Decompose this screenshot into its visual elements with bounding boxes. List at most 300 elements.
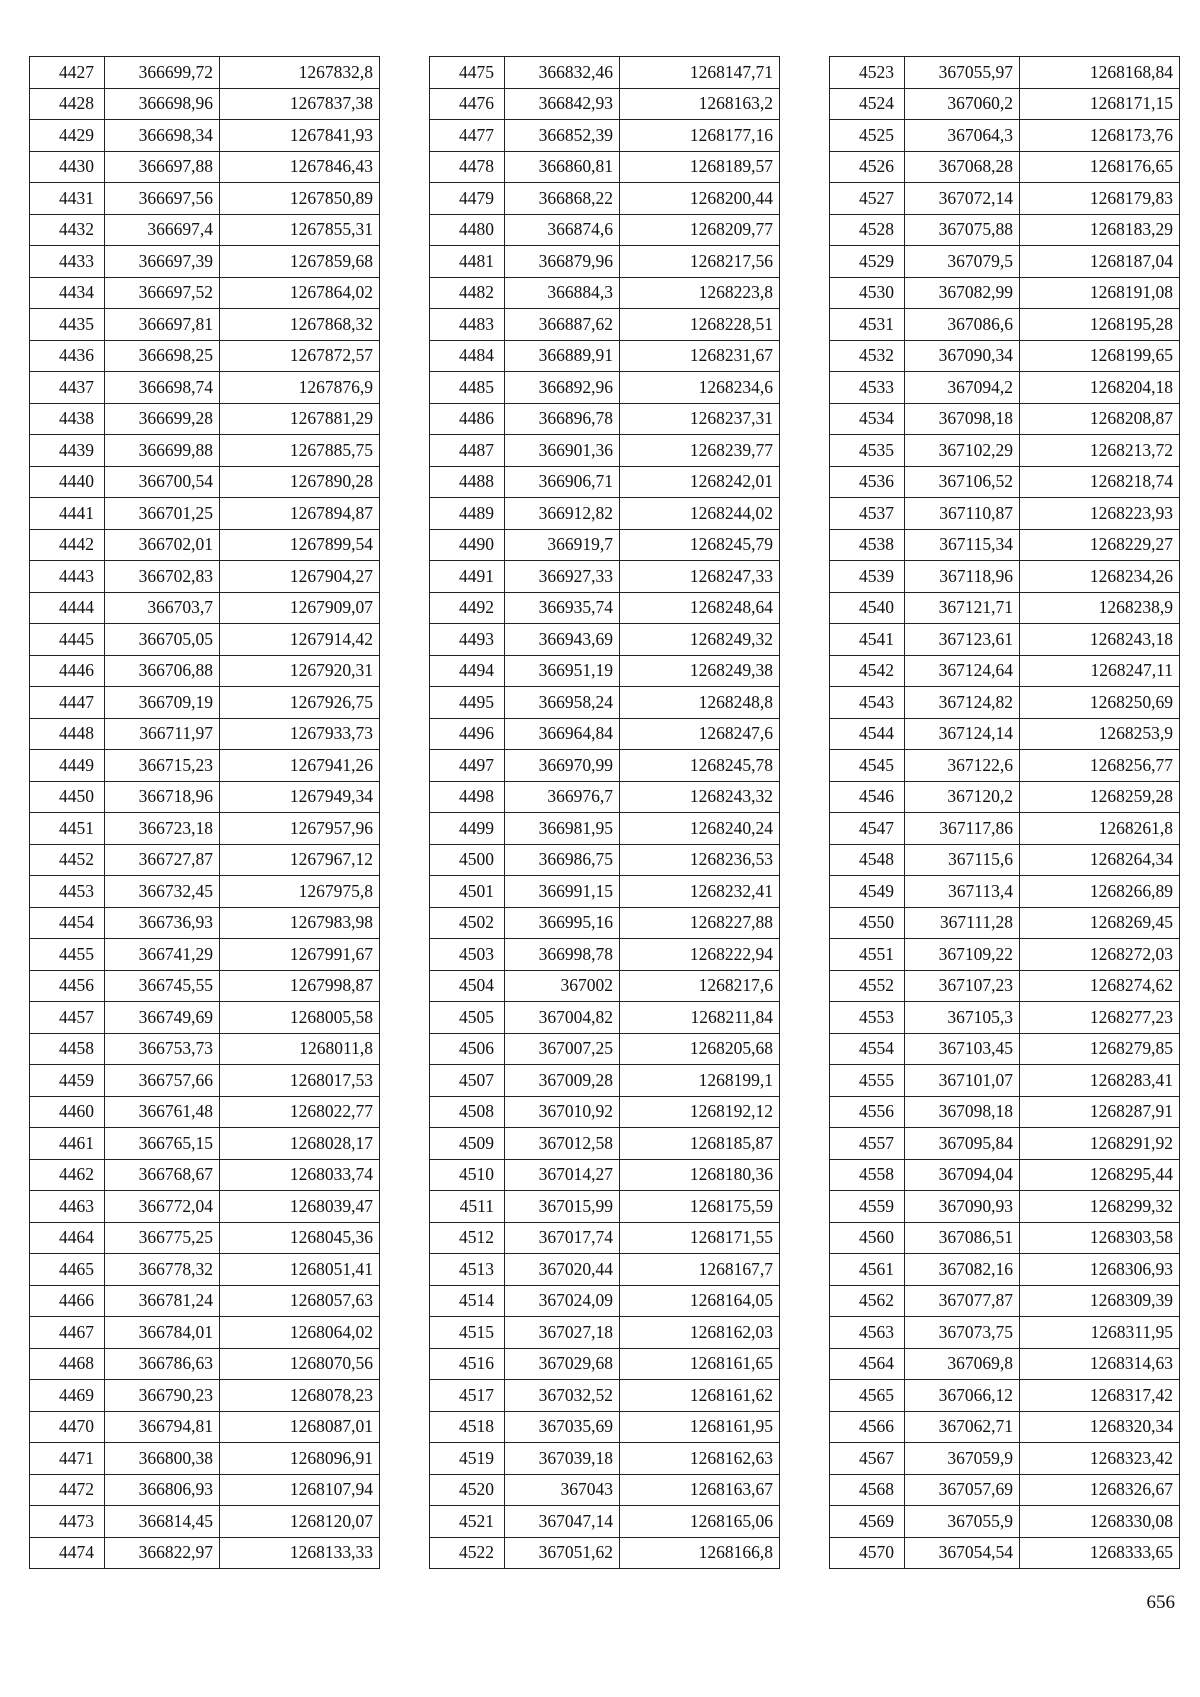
x-coordinate-cell: 367098,18	[905, 1096, 1020, 1128]
point-number-cell: 4530	[830, 277, 905, 309]
table-row	[430, 813, 780, 845]
point-number-cell: 4532	[830, 340, 905, 372]
y-coordinate-cell: 1268179,83	[1020, 183, 1180, 215]
x-coordinate-cell: 367027,18	[505, 1317, 620, 1349]
x-coordinate-cell: 366786,63	[105, 1348, 220, 1380]
y-coordinate-cell: 1268039,47	[220, 1191, 380, 1223]
x-coordinate-cell: 367064,3	[905, 120, 1020, 152]
table-row	[830, 403, 1180, 435]
y-coordinate-cell: 1268245,78	[620, 750, 780, 782]
y-coordinate-cell: 1268243,18	[1020, 624, 1180, 656]
x-coordinate-cell: 366697,81	[105, 309, 220, 341]
point-number-cell: 4494	[430, 655, 505, 687]
x-coordinate-cell: 366879,96	[505, 246, 620, 278]
table-row	[30, 1443, 380, 1475]
point-number-cell: 4469	[30, 1380, 105, 1412]
y-coordinate-cell: 1268166,8	[620, 1537, 780, 1569]
point-number-cell: 4567	[830, 1443, 905, 1475]
point-number-cell: 4550	[830, 907, 905, 939]
table-row	[830, 1317, 1180, 1349]
y-coordinate-cell: 1268176,65	[1020, 151, 1180, 183]
x-coordinate-cell: 367106,52	[905, 466, 1020, 498]
point-number-cell: 4557	[830, 1128, 905, 1160]
point-number-cell: 4546	[830, 781, 905, 813]
table-row	[830, 498, 1180, 530]
x-coordinate-cell: 366757,66	[105, 1065, 220, 1097]
table-row	[830, 1506, 1180, 1538]
y-coordinate-cell: 1267872,57	[220, 340, 380, 372]
x-coordinate-cell: 367012,58	[505, 1128, 620, 1160]
x-coordinate-cell: 366790,23	[105, 1380, 220, 1412]
point-number-cell: 4451	[30, 813, 105, 845]
table-row	[830, 907, 1180, 939]
x-coordinate-cell: 366889,91	[505, 340, 620, 372]
y-coordinate-cell: 1267949,34	[220, 781, 380, 813]
x-coordinate-cell: 366699,88	[105, 435, 220, 467]
table-row	[830, 435, 1180, 467]
x-coordinate-cell: 367117,86	[905, 813, 1020, 845]
y-coordinate-cell: 1268256,77	[1020, 750, 1180, 782]
y-coordinate-cell: 1268189,57	[620, 151, 780, 183]
x-coordinate-cell: 367047,14	[505, 1506, 620, 1538]
point-number-cell: 4449	[30, 750, 105, 782]
x-coordinate-cell: 366935,74	[505, 592, 620, 624]
table-row	[830, 750, 1180, 782]
y-coordinate-cell: 1267841,93	[220, 120, 380, 152]
point-number-cell: 4531	[830, 309, 905, 341]
point-number-cell: 4437	[30, 372, 105, 404]
point-number-cell: 4556	[830, 1096, 905, 1128]
x-coordinate-cell: 367109,22	[905, 939, 1020, 971]
point-number-cell: 4460	[30, 1096, 105, 1128]
y-coordinate-cell: 1267864,02	[220, 277, 380, 309]
table-row	[30, 214, 380, 246]
point-number-cell: 4537	[830, 498, 905, 530]
table-row	[430, 687, 780, 719]
point-number-cell: 4445	[30, 624, 105, 656]
y-coordinate-cell: 1268209,77	[620, 214, 780, 246]
table-row	[30, 57, 380, 89]
x-coordinate-cell: 367107,23	[905, 970, 1020, 1002]
table-row	[430, 466, 780, 498]
x-coordinate-cell: 367082,16	[905, 1254, 1020, 1286]
point-number-cell: 4490	[430, 529, 505, 561]
table-row	[430, 214, 780, 246]
y-coordinate-cell: 1268317,42	[1020, 1380, 1180, 1412]
y-coordinate-cell: 1268306,93	[1020, 1254, 1180, 1286]
y-coordinate-cell: 1268199,1	[620, 1065, 780, 1097]
y-coordinate-cell: 1268171,55	[620, 1222, 780, 1254]
y-coordinate-cell: 1268011,8	[220, 1033, 380, 1065]
table-row	[30, 1065, 380, 1097]
x-coordinate-cell: 366892,96	[505, 372, 620, 404]
point-number-cell: 4517	[430, 1380, 505, 1412]
x-coordinate-cell: 366970,99	[505, 750, 620, 782]
y-coordinate-cell: 1267957,96	[220, 813, 380, 845]
y-coordinate-cell: 1268211,84	[620, 1002, 780, 1034]
table-row	[430, 372, 780, 404]
y-coordinate-cell: 1268231,67	[620, 340, 780, 372]
y-coordinate-cell: 1268064,02	[220, 1317, 380, 1349]
x-coordinate-cell: 366697,52	[105, 277, 220, 309]
point-number-cell: 4436	[30, 340, 105, 372]
point-number-cell: 4488	[430, 466, 505, 498]
y-coordinate-cell: 1268177,16	[620, 120, 780, 152]
table-row	[830, 718, 1180, 750]
table-row	[30, 876, 380, 908]
point-number-cell: 4477	[430, 120, 505, 152]
table-row	[830, 687, 1180, 719]
table-row	[430, 1159, 780, 1191]
point-number-cell: 4493	[430, 624, 505, 656]
table-row	[30, 939, 380, 971]
x-coordinate-cell: 366715,23	[105, 750, 220, 782]
table-row	[430, 151, 780, 183]
point-number-cell: 4484	[430, 340, 505, 372]
y-coordinate-cell: 1268272,03	[1020, 939, 1180, 971]
y-coordinate-cell: 1268057,63	[220, 1285, 380, 1317]
table-row	[830, 309, 1180, 341]
point-number-cell: 4442	[30, 529, 105, 561]
y-coordinate-cell: 1268022,77	[220, 1096, 380, 1128]
point-number-cell: 4523	[830, 57, 905, 89]
x-coordinate-cell: 366697,39	[105, 246, 220, 278]
x-coordinate-cell: 366727,87	[105, 844, 220, 876]
x-coordinate-cell: 366736,93	[105, 907, 220, 939]
x-coordinate-cell: 367122,6	[905, 750, 1020, 782]
x-coordinate-cell: 366998,78	[505, 939, 620, 971]
x-coordinate-cell: 367002	[505, 970, 620, 1002]
point-number-cell: 4475	[430, 57, 505, 89]
x-coordinate-cell: 367035,69	[505, 1411, 620, 1443]
x-coordinate-cell: 367057,69	[905, 1474, 1020, 1506]
table-row	[830, 1002, 1180, 1034]
point-number-cell: 4566	[830, 1411, 905, 1443]
y-coordinate-cell: 1267876,9	[220, 372, 380, 404]
table-row	[30, 151, 380, 183]
x-coordinate-cell: 366701,25	[105, 498, 220, 530]
y-coordinate-cell: 1268323,42	[1020, 1443, 1180, 1475]
y-coordinate-cell: 1268299,32	[1020, 1191, 1180, 1223]
y-coordinate-cell: 1268133,33	[220, 1537, 380, 1569]
point-number-cell: 4535	[830, 435, 905, 467]
y-coordinate-cell: 1267855,31	[220, 214, 380, 246]
table-row	[30, 1537, 380, 1569]
table-row	[30, 1380, 380, 1412]
table-row	[830, 561, 1180, 593]
point-number-cell: 4519	[430, 1443, 505, 1475]
point-number-cell: 4553	[830, 1002, 905, 1034]
x-coordinate-cell: 366697,56	[105, 183, 220, 215]
x-coordinate-cell: 366781,24	[105, 1285, 220, 1317]
y-coordinate-cell: 1268205,68	[620, 1033, 780, 1065]
point-number-cell: 4487	[430, 435, 505, 467]
y-coordinate-cell: 1267991,67	[220, 939, 380, 971]
point-number-cell: 4481	[430, 246, 505, 278]
table-row	[30, 277, 380, 309]
point-number-cell: 4534	[830, 403, 905, 435]
point-number-cell: 4506	[430, 1033, 505, 1065]
point-number-cell: 4515	[430, 1317, 505, 1349]
table-row	[830, 970, 1180, 1002]
point-number-cell: 4569	[830, 1506, 905, 1538]
table-row	[30, 1033, 380, 1065]
y-coordinate-cell: 1268330,08	[1020, 1506, 1180, 1538]
table-row	[30, 718, 380, 750]
point-number-cell: 4501	[430, 876, 505, 908]
x-coordinate-cell: 366753,73	[105, 1033, 220, 1065]
point-number-cell: 4505	[430, 1002, 505, 1034]
table-row	[830, 655, 1180, 687]
point-number-cell: 4541	[830, 624, 905, 656]
x-coordinate-cell: 367086,6	[905, 309, 1020, 341]
table-row	[830, 183, 1180, 215]
y-coordinate-cell: 1268229,27	[1020, 529, 1180, 561]
point-number-cell: 4462	[30, 1159, 105, 1191]
table-row	[30, 970, 380, 1002]
table-row	[30, 813, 380, 845]
point-number-cell: 4456	[30, 970, 105, 1002]
x-coordinate-cell: 366852,39	[505, 120, 620, 152]
y-coordinate-cell: 1268005,58	[220, 1002, 380, 1034]
y-coordinate-cell: 1267983,98	[220, 907, 380, 939]
table-row	[830, 1380, 1180, 1412]
x-coordinate-cell: 366706,88	[105, 655, 220, 687]
table-row	[830, 939, 1180, 971]
y-coordinate-cell: 1267899,54	[220, 529, 380, 561]
x-coordinate-cell: 367014,27	[505, 1159, 620, 1191]
x-coordinate-cell: 367094,2	[905, 372, 1020, 404]
coordinate-table-1	[29, 56, 380, 1569]
table-row	[430, 876, 780, 908]
y-coordinate-cell: 1268249,38	[620, 655, 780, 687]
point-number-cell: 4565	[830, 1380, 905, 1412]
x-coordinate-cell: 367094,04	[905, 1159, 1020, 1191]
point-number-cell: 4520	[430, 1474, 505, 1506]
y-coordinate-cell: 1267850,89	[220, 183, 380, 215]
y-coordinate-cell: 1268167,7	[620, 1254, 780, 1286]
x-coordinate-cell: 366806,93	[105, 1474, 220, 1506]
y-coordinate-cell: 1268279,85	[1020, 1033, 1180, 1065]
y-coordinate-cell: 1268248,64	[620, 592, 780, 624]
page-number: 656	[1146, 1592, 1175, 1613]
point-number-cell: 4491	[430, 561, 505, 593]
x-coordinate-cell: 367068,28	[905, 151, 1020, 183]
y-coordinate-cell: 1267998,87	[220, 970, 380, 1002]
point-number-cell: 4570	[830, 1537, 905, 1569]
x-coordinate-cell: 367043	[505, 1474, 620, 1506]
point-number-cell: 4430	[30, 151, 105, 183]
x-coordinate-cell: 367103,45	[905, 1033, 1020, 1065]
point-number-cell: 4471	[30, 1443, 105, 1475]
x-coordinate-cell: 367055,9	[905, 1506, 1020, 1538]
y-coordinate-cell: 1268187,04	[1020, 246, 1180, 278]
point-number-cell: 4485	[430, 372, 505, 404]
y-coordinate-cell: 1268217,56	[620, 246, 780, 278]
point-number-cell: 4453	[30, 876, 105, 908]
x-coordinate-cell: 366981,95	[505, 813, 620, 845]
y-coordinate-cell: 1267894,87	[220, 498, 380, 530]
y-coordinate-cell: 1267941,26	[220, 750, 380, 782]
table-row	[430, 1537, 780, 1569]
y-coordinate-cell: 1268237,31	[620, 403, 780, 435]
x-coordinate-cell: 367105,3	[905, 1002, 1020, 1034]
point-number-cell: 4428	[30, 88, 105, 120]
y-coordinate-cell: 1268161,95	[620, 1411, 780, 1443]
x-coordinate-cell: 366832,46	[505, 57, 620, 89]
point-number-cell: 4561	[830, 1254, 905, 1286]
y-coordinate-cell: 1268238,9	[1020, 592, 1180, 624]
x-coordinate-cell: 366768,67	[105, 1159, 220, 1191]
table-row	[430, 1506, 780, 1538]
point-number-cell: 4427	[30, 57, 105, 89]
x-coordinate-cell: 366822,97	[105, 1537, 220, 1569]
point-number-cell: 4512	[430, 1222, 505, 1254]
y-coordinate-cell: 1268274,62	[1020, 970, 1180, 1002]
x-coordinate-cell: 366718,96	[105, 781, 220, 813]
x-coordinate-cell: 366697,4	[105, 214, 220, 246]
y-coordinate-cell: 1267909,07	[220, 592, 380, 624]
point-number-cell: 4513	[430, 1254, 505, 1286]
x-coordinate-cell: 366749,69	[105, 1002, 220, 1034]
table-row	[430, 781, 780, 813]
point-number-cell: 4480	[430, 214, 505, 246]
x-coordinate-cell: 367009,28	[505, 1065, 620, 1097]
y-coordinate-cell: 1268180,36	[620, 1159, 780, 1191]
table-row	[30, 1002, 380, 1034]
x-coordinate-cell: 366699,72	[105, 57, 220, 89]
y-coordinate-cell: 1267904,27	[220, 561, 380, 593]
x-coordinate-cell: 366896,78	[505, 403, 620, 435]
y-coordinate-cell: 1267975,8	[220, 876, 380, 908]
table-row	[30, 1128, 380, 1160]
point-number-cell: 4560	[830, 1222, 905, 1254]
table-row	[30, 466, 380, 498]
x-coordinate-cell: 366860,81	[505, 151, 620, 183]
point-number-cell: 4499	[430, 813, 505, 845]
table-row	[430, 655, 780, 687]
y-coordinate-cell: 1268033,74	[220, 1159, 380, 1191]
y-coordinate-cell: 1268222,94	[620, 939, 780, 971]
x-coordinate-cell: 367054,54	[905, 1537, 1020, 1569]
point-number-cell: 4549	[830, 876, 905, 908]
x-coordinate-cell: 367004,82	[505, 1002, 620, 1034]
table-row	[30, 1474, 380, 1506]
point-number-cell: 4527	[830, 183, 905, 215]
x-coordinate-cell: 367017,74	[505, 1222, 620, 1254]
table-row	[30, 498, 380, 530]
table-row	[30, 372, 380, 404]
x-coordinate-cell: 367111,28	[905, 907, 1020, 939]
point-number-cell: 4504	[430, 970, 505, 1002]
x-coordinate-cell: 366814,45	[105, 1506, 220, 1538]
table-row	[430, 1128, 780, 1160]
point-number-cell: 4539	[830, 561, 905, 593]
y-coordinate-cell: 1268217,6	[620, 970, 780, 1002]
point-number-cell: 4439	[30, 435, 105, 467]
table-row	[30, 907, 380, 939]
table-row	[30, 1411, 380, 1443]
point-number-cell: 4450	[30, 781, 105, 813]
table-row	[830, 1411, 1180, 1443]
y-coordinate-cell: 1268173,76	[1020, 120, 1180, 152]
table-row	[830, 1443, 1180, 1475]
table-row	[430, 907, 780, 939]
x-coordinate-cell: 366868,22	[505, 183, 620, 215]
y-coordinate-cell: 1268326,67	[1020, 1474, 1180, 1506]
y-coordinate-cell: 1268087,01	[220, 1411, 380, 1443]
table-row	[30, 1096, 380, 1128]
table-row	[830, 1033, 1180, 1065]
y-coordinate-cell: 1268161,62	[620, 1380, 780, 1412]
point-number-cell: 4497	[430, 750, 505, 782]
table-row	[430, 277, 780, 309]
x-coordinate-cell: 367072,14	[905, 183, 1020, 215]
table-row	[430, 1096, 780, 1128]
point-number-cell: 4542	[830, 655, 905, 687]
y-coordinate-cell: 1268162,03	[620, 1317, 780, 1349]
x-coordinate-cell: 366765,15	[105, 1128, 220, 1160]
point-number-cell: 4548	[830, 844, 905, 876]
y-coordinate-cell: 1268264,34	[1020, 844, 1180, 876]
y-coordinate-cell: 1268163,2	[620, 88, 780, 120]
point-number-cell: 4510	[430, 1159, 505, 1191]
table-row	[430, 529, 780, 561]
x-coordinate-cell: 366912,82	[505, 498, 620, 530]
y-coordinate-cell: 1268185,87	[620, 1128, 780, 1160]
table-row	[830, 813, 1180, 845]
x-coordinate-cell: 367124,64	[905, 655, 1020, 687]
table-row	[830, 1159, 1180, 1191]
point-number-cell: 4518	[430, 1411, 505, 1443]
y-coordinate-cell: 1268162,63	[620, 1443, 780, 1475]
point-number-cell: 4540	[830, 592, 905, 624]
y-coordinate-cell: 1268295,44	[1020, 1159, 1180, 1191]
table-row	[430, 340, 780, 372]
point-number-cell: 4555	[830, 1065, 905, 1097]
x-coordinate-cell: 367077,87	[905, 1285, 1020, 1317]
x-coordinate-cell: 366991,15	[505, 876, 620, 908]
point-number-cell: 4495	[430, 687, 505, 719]
y-coordinate-cell: 1268192,12	[620, 1096, 780, 1128]
table-row	[430, 1065, 780, 1097]
point-number-cell: 4468	[30, 1348, 105, 1380]
table-row	[30, 340, 380, 372]
table-row	[430, 183, 780, 215]
table-row	[430, 435, 780, 467]
table-row	[430, 1443, 780, 1475]
y-coordinate-cell: 1268223,8	[620, 277, 780, 309]
table-row	[430, 561, 780, 593]
x-coordinate-cell: 366697,88	[105, 151, 220, 183]
x-coordinate-cell: 367010,92	[505, 1096, 620, 1128]
point-number-cell: 4466	[30, 1285, 105, 1317]
point-number-cell: 4511	[430, 1191, 505, 1223]
y-coordinate-cell: 1268234,26	[1020, 561, 1180, 593]
point-number-cell: 4496	[430, 718, 505, 750]
y-coordinate-cell: 1267890,28	[220, 466, 380, 498]
point-number-cell: 4568	[830, 1474, 905, 1506]
point-number-cell: 4551	[830, 939, 905, 971]
table-row	[30, 246, 380, 278]
point-number-cell: 4514	[430, 1285, 505, 1317]
x-coordinate-cell: 367069,8	[905, 1348, 1020, 1380]
y-coordinate-cell: 1268309,39	[1020, 1285, 1180, 1317]
y-coordinate-cell: 1268164,05	[620, 1285, 780, 1317]
x-coordinate-cell: 367090,34	[905, 340, 1020, 372]
point-number-cell: 4524	[830, 88, 905, 120]
x-coordinate-cell: 366951,19	[505, 655, 620, 687]
